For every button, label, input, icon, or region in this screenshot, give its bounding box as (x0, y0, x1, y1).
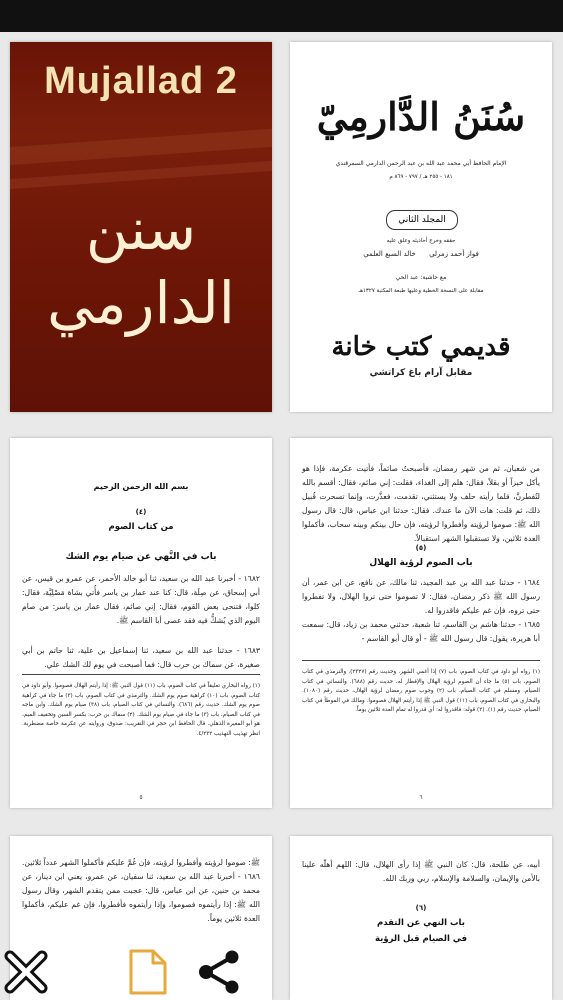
bab-heading: باب في النَّهي عن صيام يوم الشك (65, 552, 217, 562)
page-number: ٦ (419, 794, 423, 801)
bab-heading: باب الصوم لرؤية الهلال (369, 558, 473, 568)
document-button[interactable] (124, 948, 172, 996)
title-page-editors-intro: حققه وخرج أحاديثه وعلق عليه (386, 238, 456, 244)
publisher-subtitle: مقابل آرام باغ كراتشي (369, 368, 473, 378)
volume-badge: المجلد الثاني (386, 210, 458, 230)
title-page-dates: ١٨١ - ٢٥٥ هـ / ٧٩٧ - ٨٦٩ م (389, 174, 453, 180)
share-icon (196, 948, 244, 996)
document-icon (124, 948, 172, 996)
title-page-reviewer: مع حاشية: عبد الحي (395, 274, 447, 281)
hadith-text: ١٦٨٥ - حدثنا هاشم بن القاسم، ثنا شعبة، حدثني محمد بن زياد، قال: سمعت أبا هريرة، يقول: قال رسول الله ﷺ - أو قال أبو القاسم - (302, 620, 540, 643)
close-icon (2, 948, 50, 996)
editor-left: خالد السبع العلمي (363, 250, 416, 258)
cover-title (10, 192, 272, 340)
hadith-text: ١٦٨٢ - أخبرنا عبد الله بن سعيد، ثنا أبو خالد الأحمر، عن عمرو بن قيس، عن أبي إسحاق، عن صِلَة، قال: كنا عند عمار بن ياسر فأُتي بشاة مَصْلِيَّة، فقال: كلوا، فتنحى بعض القوم، فقال: إني صائم، فقال عمار بن ياسر: من صام اليوم الذي يُشكُّ فيه فقد عصى أبا القاسم ﷺ. (22, 574, 260, 625)
footnotes: (١) رواه البخاري تعليقاً في كتاب الصوم، باب (١١) قول النبي ﷺ: إذا رأيتم الهلال فصوموا. وأبو داود في كتاب الصوم، باب (١٠) كراهية صوم يوم الشك. والترمذي في كتاب الصوم، باب (٣) ما جاء في كراهية صوم يوم الشك. حديث رقم (٦٨٦). والنسائي في كتاب الصيام، باب (٣٨) صيام يوم الشك. وابن ماجه في كتاب الصيام، باب (٣) ما جاء في صيام يوم الشك. (٢) سماك بن حرب: بكسر السين وتخفيف الميم، هو أبو المغيرة الذهلي. قال الحافظ ابن حجر في التقريب: صدوق، وروايته عن عكرمة خاصة مضطربة. انظر تهذيب التهذيب ٤/٢٣٢. (22, 683, 260, 737)
status-bar (0, 0, 563, 32)
section-number: (٦) (415, 904, 427, 912)
section-number: (٤) (135, 508, 147, 516)
bab-heading-line1: باب النهي عن التقدم (377, 918, 465, 928)
book-page-8[interactable] (290, 836, 552, 1000)
cover-title-line2: الدارمي (47, 269, 235, 337)
cover-decoration (10, 161, 272, 189)
footnotes: (١) رواه أبو داود في كتاب الصوم، باب (٧) إذا أغمي الشهر. وحديث رقم (٢٣٢٧). والترمذي في كتاب الصوم، باب (٥) ما جاء أن الصوم لرؤية الهلال والإفطار له، حديث رقم (٦٨٨). والنسائي في كتاب الصيام. ومسلم في كتاب الصيام، باب (٢) وجوب صوم رمضان لرؤية الهلال، حديث رقم (١٠٨٠). والبخاري في كتاب الصوم، باب (١١) قول النبي ﷺ إذا رأيتم الهلال فصوموا. ومالك في الموطأ في كتاب الصيام، حديث رقم (١). (٢) قوله: فاقدروا له: أي قدروا له تمام العدة ثلاثين يوماً. (302, 669, 541, 713)
cover-volume-label: Mujallad 2 (44, 60, 238, 102)
book-page-6[interactable] (290, 438, 552, 808)
hadith-text: ١٦٨٣ - حدثنا عبد الله بن سعيد، ثنا إسماعيل بن علية، ثنا حاتم بن أبي صغيرة، عن سماك بن حرب قال: فما أصبحت في يوم لك الشك علي. (22, 646, 260, 669)
title-page-title: سُنَنُ الدَّارمِيّ (316, 94, 526, 139)
close-button[interactable] (2, 948, 50, 996)
section-number: (٥) (415, 544, 427, 552)
publisher-name: قديمي كتب خانة (331, 332, 511, 362)
book-cover-page[interactable] (10, 42, 272, 412)
hadith-text: أبيه، عن طلحة، قال: كان النبي ﷺ إذا رأى الهلال، قال: اللهم أهلّه علينا بالأمن والإيمان، والسلامة والإسلام، ربي وربك الله. (302, 860, 540, 883)
cover-title-line1: سنن (85, 195, 197, 263)
hadith-text: ١٦٨٤ - حدثنا عبد الله بن عبد المجيد، ثنا مالك، عن نافع، عن ابن عمر، أن رسول الله ﷺ ذكر رمضان، فقال: لا تصوموا حتى تروا الهلال، ولا تفطروا حتى تروه، فإن غم عليكم فاقدروا له. (302, 578, 540, 615)
title-page-author: الإمام الحافظ أبي محمد عبد الله بن عبد الرحمن الدارمي السمرقندي (335, 160, 507, 167)
cover-decoration (10, 129, 272, 165)
editor-right: فواز أحمد زمرلي (429, 250, 479, 258)
share-button[interactable] (196, 948, 244, 996)
page-number: ٥ (139, 794, 143, 801)
footnote-divider (22, 674, 260, 675)
kitab-heading: من كتاب الصوم (108, 522, 174, 532)
title-page-editors (290, 250, 552, 258)
book-page-5[interactable] (10, 438, 272, 808)
bab-heading-line2: في الصيام قبل الرؤية (374, 934, 468, 944)
hadith-text: من شعبان، ثم من شهر رمضان، فأصبحتُ صائماً، فأتيت عكرمة، فإذا هو يأكل خبزاً أو بقلاً، فقال: هلم إلى الغداء، فقلت: إني صائم، فقال: أقسم بالله لتُفطرنَّ، فلما رأيته حلف ولا يستثني، تقدمت، فعذَّرت، وإنما تسحرت قُبيل ذلك، ثم قلت: هات الآن ما عندك. فقال: حدثنا ابن عباس، قال: قال رسول الله ﷺ: صوموا لرؤيته وأفطروا لرؤيته، فإن حال بينكم وبينه سحاب، فأكملوا العدة ثلاثين، ولا تستقبلوا الشهر استقبالاً. (302, 464, 540, 543)
basmala: بسم الله الرحمن الرحيم (93, 482, 189, 491)
hadith-text: ﷺ: صوموا لرؤيته وأفطروا لرؤيته، فإن غُمَّ عليكم فأكملوا الشهر عدداً ثلاثين. ١٦٨٦ - أخبرنا عبد الله بن سعيد، ثنا سفيان، عن عمرو، يعني ابن دينار، عن محمد بن حنين، عن ابن عباس، قال: عجبت ممن يتقدم الشهر، وقال رسول الله ﷺ: إذا رأيتموه فصوموا، وإذا رأيتموه فأفطروا، فإن غم عليكم، فأكملوا العدة ثلاثين يوماً. (22, 858, 260, 923)
footnote-divider (302, 660, 540, 661)
title-page[interactable] (290, 42, 552, 412)
title-page-note: مقابلة على النسخة الخطية وعليها طبعة المكتبة ١٣٢٧هـ (358, 288, 484, 294)
